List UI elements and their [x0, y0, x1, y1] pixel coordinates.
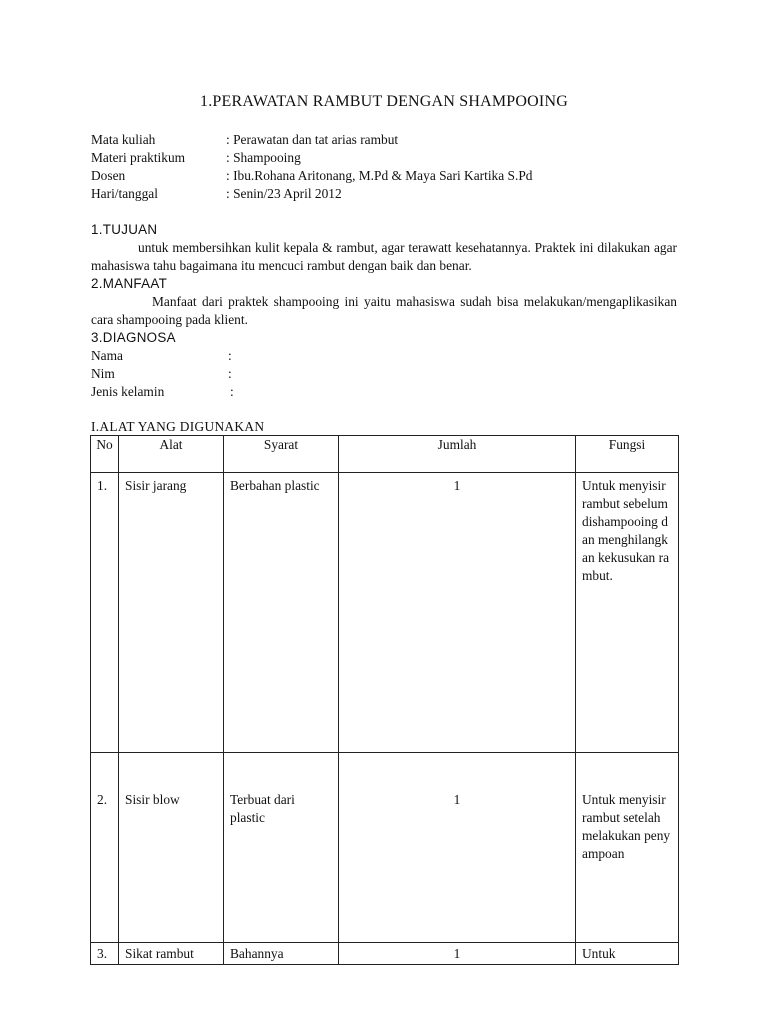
cell-jumlah: 1 [339, 943, 576, 965]
page-title: 1.PERAWATAN RAMBUT DENGAN SHAMPOOING [200, 93, 568, 110]
cell-no: 1. [91, 473, 119, 753]
cell-jumlah: 1 [339, 753, 576, 943]
alat-table [90, 435, 679, 965]
section-text: Manfaat dari praktek shampooing ini yaitu mahasiswa sudah bisa melakukan/mengaplikasikan cara shampooing pada klient. [91, 294, 677, 327]
section-heading: 3.DIAGNOSA [91, 330, 176, 345]
column-header-alat: Alat [119, 436, 224, 473]
info-row-mata-kuliah [91, 131, 691, 149]
diagnosa-field-jenis-kelamin [91, 383, 677, 401]
diagnosa-field-nim [91, 365, 677, 383]
field-label: Nama [91, 348, 123, 363]
cell-no: 3. [91, 943, 119, 965]
info-label: Dosen [91, 168, 126, 183]
section-heading: 1.TUJUAN [91, 222, 158, 237]
field-value: : [230, 384, 234, 399]
section-diagnosa [91, 329, 677, 401]
section-text: untuk membersihkan kulit kepala & rambut, agar terawatt kesehatannya. Praktek ini dilakukan agar mahasiswa tahu bagaimana itu mencuci rambut dengan baik dan benar. [91, 240, 677, 273]
column-header-jumlah: Jumlah [339, 436, 576, 473]
info-row-hari-tanggal [91, 185, 691, 203]
field-label: Jenis kelamin [91, 384, 165, 399]
column-header-syarat: Syarat [224, 436, 339, 473]
cell-alat: Sisir jarang [119, 473, 224, 753]
column-header-fungsi: Fungsi [576, 436, 679, 473]
info-row-materi [91, 149, 691, 167]
info-label: Mata kuliah [91, 132, 156, 147]
section-manfaat [91, 275, 677, 329]
cell-jumlah: 1 [339, 473, 576, 753]
field-value: : [228, 366, 232, 381]
column-header-no: No [91, 436, 119, 473]
section-heading: 2.MANFAAT [91, 276, 168, 291]
field-value: : [228, 348, 232, 363]
cell-fungsi: Untuk menyisir rambut setelah melakukan penyampoan [576, 753, 679, 943]
table-row [91, 473, 679, 753]
cell-syarat: Berbahan plastic [224, 473, 339, 753]
alat-heading: I.ALAT YANG DIGUNAKAN [91, 419, 265, 434]
table-header-row [91, 436, 679, 473]
cell-no: 2. [91, 753, 119, 943]
course-info [91, 131, 691, 203]
info-value: : Perawatan dan tat arias rambut [226, 132, 399, 147]
info-value: : Ibu.Rohana Aritonang, M.Pd & Maya Sari Kartika S.Pd [226, 168, 533, 183]
cell-fungsi: Untuk [576, 943, 679, 965]
table-row [91, 753, 679, 943]
section-tujuan [91, 221, 677, 275]
info-label: Materi praktikum [91, 150, 186, 165]
cell-fungsi: Untuk menyisir rambut sebelum dishampooing dan menghilangkan kekusukan rambut. [576, 473, 679, 753]
table-row [91, 943, 679, 965]
diagnosa-field-nama [91, 347, 677, 365]
cell-syarat: Terbuat dari plastic [224, 753, 339, 943]
info-value: : Shampooing [226, 150, 301, 165]
info-value: : Senin/23 April 2012 [226, 186, 342, 201]
info-row-dosen [91, 167, 691, 185]
cell-syarat: Bahannya [224, 943, 339, 965]
cell-alat: Sisir blow [119, 753, 224, 943]
field-label: Nim [91, 366, 115, 381]
info-label: Hari/tanggal [91, 186, 158, 201]
cell-alat: Sikat rambut [119, 943, 224, 965]
